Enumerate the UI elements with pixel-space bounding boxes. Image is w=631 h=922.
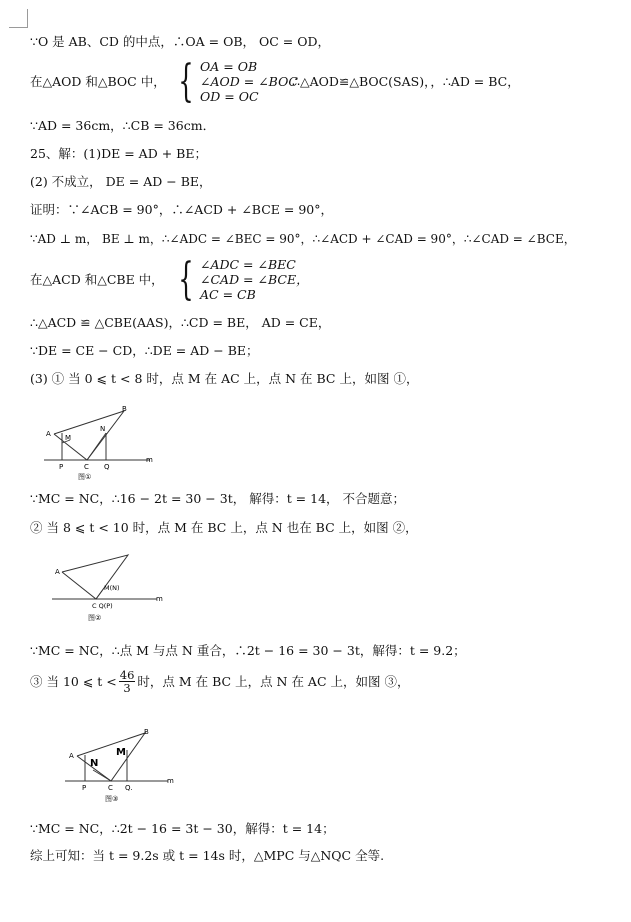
label-b: B [144, 728, 149, 736]
caption-2: 图② [88, 614, 102, 622]
line-10: ∵DE = CE − CD，∴DE = AD − BE； [30, 343, 259, 358]
label-c: C [84, 463, 89, 471]
left-brace: { [178, 253, 194, 305]
page-corner-mark [9, 9, 28, 28]
label-b: B [122, 405, 127, 413]
system-line: ∠CAD = ∠BCE， [200, 272, 309, 287]
line-3: ∵AD = 36cm，∴CB = 36cm． [30, 118, 216, 133]
segment-nc [93, 770, 111, 781]
caption-1: 图① [78, 473, 92, 481]
line-16: ∵MC = NC，∴2t − 16 = 3t − 30，解得：t = 14； [30, 821, 335, 836]
label-c: C [108, 784, 113, 792]
segment-cn [87, 433, 106, 460]
label-a: A [69, 752, 74, 760]
system-line: ∠ADC = ∠BEC [200, 257, 296, 272]
left-brace: { [178, 55, 194, 107]
line-1: ∵O 是 AB、CD 的中点，∴OA = OB， OC = OD， [30, 34, 331, 49]
label-n: N [100, 425, 106, 433]
figure-3 [65, 728, 185, 806]
figure-1 [40, 403, 170, 483]
label-cqp: C Q(P) [92, 602, 113, 610]
label-m: M [116, 747, 126, 758]
line-15-pre: ③ 当 10 ⩽ t < [30, 673, 117, 689]
line-7: ∵AD ⊥ m， BE ⊥ m，∴∠ADC = ∠BEC = 90°，∴∠ACD + ∠CAD = 90°，∴∠CAD = ∠BCE， [30, 232, 576, 246]
line-13: ② 当 8 ⩽ t < 10 时，点 M 在 BC 上，点 N 也在 BC 上，如图 ②， [30, 520, 418, 535]
label-m-line: m [156, 595, 163, 603]
system-line: AC = CB [200, 287, 256, 302]
triangle-acb [77, 733, 145, 781]
triangle-acb [62, 555, 128, 599]
line-11: (3) ① 当 0 ⩽ t < 8 时，点 M 在 AC 上，点 N 在 BC 上，如图 ①， [30, 371, 419, 386]
label-m-line: m [167, 777, 174, 785]
line-8-pre: 在△ACD 和△CBE 中， [30, 272, 164, 287]
line-2-pre: 在△AOD 和△BOC 中， [30, 74, 166, 89]
segment-mn [96, 588, 104, 599]
label-m-line: m [146, 456, 153, 464]
line-14: ∵MC = NC，∴点 M 与点 N 重合，∴2t − 16 = 30 − 3t，解得：t = 9.2； [30, 643, 466, 658]
label-m: M [65, 434, 72, 442]
line-17: 综上可知：当 t = 9.2s 或 t = 14s 时，△MPC 与△NQC 全等. [30, 848, 385, 863]
system-line: OA = OB [200, 59, 258, 74]
figure-2 [52, 550, 172, 625]
label-q: Q. [125, 784, 133, 792]
label-p: P [59, 463, 64, 471]
system-line: OD = OC [200, 89, 259, 104]
line-15-post: 时，点 M 在 BC 上，点 N 在 AC 上，如图 ③， [137, 673, 410, 689]
caption-3: 图③ [105, 795, 119, 803]
fraction-denominator: 3 [123, 681, 131, 695]
line-2-post: ∴△AOD≌△BOC(SAS)，，∴AD = BC， [292, 74, 520, 89]
label-a: A [46, 430, 51, 438]
system-acd-cbe [172, 253, 309, 305]
system-line: ∠AOD = ∠BOC [200, 74, 298, 89]
line-15 [30, 669, 409, 694]
label-n: N [90, 758, 99, 769]
system-aod-boc [172, 55, 298, 107]
line-6: 证明：∵∠ACB = 90°，∴∠ACD + ∠BCE = 90°， [30, 202, 333, 217]
line-12: ∵MC = NC，∴16 − 2t = 30 − 3t， 解得：t = 14， 不合题意； [30, 491, 406, 506]
fraction-46-3 [119, 669, 136, 694]
label-mn: M(N) [104, 584, 120, 592]
label-q: Q [104, 463, 110, 471]
fraction-numerator: 46 [119, 668, 135, 682]
line-9: ∴△ACD ≌ △CBE(AAS)，∴CD = BE， AD = CE， [30, 315, 331, 330]
line-5: (2) 不成立， DE = AD − BE， [30, 174, 212, 189]
line-4: 25、解：(1)DE = AD + BE； [30, 146, 207, 161]
label-p: P [82, 784, 87, 792]
label-a: A [55, 568, 60, 576]
